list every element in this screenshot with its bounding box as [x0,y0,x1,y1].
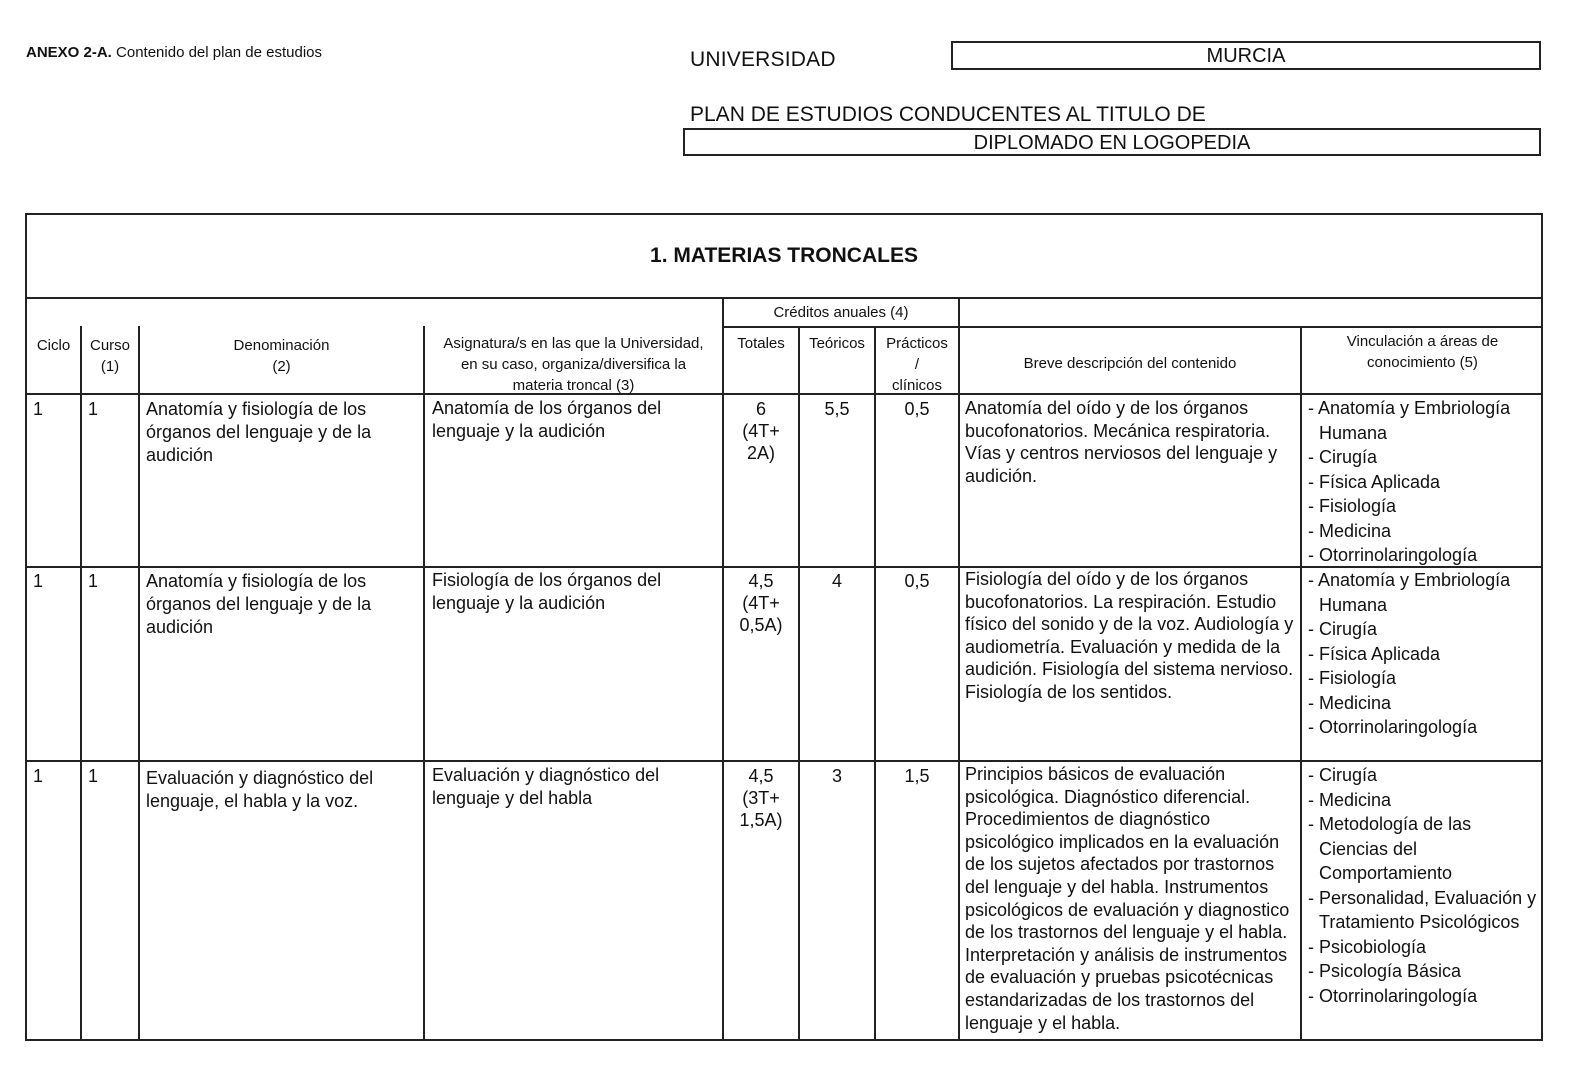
area-item: - Otorrinolaringología [1308,545,1478,565]
area-item: - Personalidad, Evaluación y Tratamiento Psicológicos [1308,887,1537,932]
area-item: - Medicina [1308,692,1392,713]
header-creditos-group: Créditos anuales (4) [773,304,909,321]
area-item: - Medicina [1308,520,1392,541]
row-2-asignatura: Fisiología de los órganos del lenguaje y la audición [432,570,662,613]
row-1-totales: 6 (4T+ 2A) [742,399,780,463]
row-1-teoricos: 5,5 [824,399,850,419]
area-item: - Fisiología [1308,496,1397,516]
row-2-teoricos: 4 [831,571,842,591]
row-2-practicos: 0,5 [904,571,930,591]
row-2-curso: 1 [88,571,99,591]
row-3-areas-list [1308,763,1542,1008]
area-item: - Fisiología [1308,668,1397,688]
row-3-descripcion: Principios básicos de evaluación psicológica. Diagnóstico diferencial. Procedimientos de diagnóstico psicológico implicados en la evaluación de los sujetos afectados por trastornos del lenguaje y del habla. Instrumentos psicológicos de evaluación y diagnostico de los trastornos del lenguaje y el habla. Interpretación y análisis de instrumentos de evaluación y pruebas psicotécnicas estandarizadas de los trastornos del lenguaje y el habla. [965,764,1290,1033]
col-divider-teoricos [874,326,876,1041]
row-1-descripcion: Anatomía del oído y de los órganos bucofonatorios. Mecánica respiratoria. Vías y centros nerviosos del lenguaje y audición. [965,398,1278,486]
header-descripcion: Breve descripción del contenido [1023,355,1237,372]
area-item: - Cirugía [1308,447,1378,467]
rule-row-2-bottom [25,760,1543,762]
university-value-box: MURCIA [951,41,1541,70]
row-3-teoricos: 3 [831,766,842,786]
row-1-ciclo: 1 [33,399,44,419]
rule-under-title [25,297,1543,299]
row-1-areas-list [1308,396,1540,568]
row-3-ciclo: 1 [33,766,44,786]
area-item: - Anatomía y Embriología Humana [1308,570,1511,615]
rule-under-credits-group [722,326,1543,328]
area-item: - Cirugía [1308,765,1378,785]
col-divider-totales [798,326,800,1041]
col-divider-practicos [958,297,960,1041]
plan-label: PLAN DE ESTUDIOS CONDUCENTES AL TITULO DE [690,103,1206,126]
rule-header-bottom [25,393,1543,395]
header-curso: Curso (1) [89,337,130,375]
annex-description: Contenido del plan de estudios [116,44,323,61]
header-vinculacion: Vinculación a áreas de conocimiento (5) [1346,333,1499,371]
header-denominacion: Denominación (2) [233,337,330,375]
area-item: - Psicobiología [1308,936,1427,957]
degree-title-box: DIPLOMADO EN LOGOPEDIA [683,128,1541,156]
annex-code: ANEXO 2-A. [26,44,112,61]
section-title: 1. MATERIAS TRONCALES [650,244,918,267]
row-2-totales: 4,5 (4T+ 0,5A) [739,571,783,635]
row-3-practicos: 1,5 [904,766,930,786]
area-item: - Física Aplicada [1308,643,1441,664]
header-teoricos: Teóricos [809,335,865,352]
row-1-denominacion: Anatomía y fisiología de los órganos del lenguaje y de la audición [146,399,372,465]
col-divider-denominacion [423,326,425,1041]
area-item: - Metodología de las Ciencias del Comportamiento [1308,814,1472,883]
row-3-asignatura: Evaluación y diagnóstico del lenguaje y del habla [432,765,660,808]
row-3-totales: 4,5 (3T+ 1,5A) [739,766,783,830]
annex-heading [26,44,322,61]
col-divider-descripcion [1300,326,1302,1041]
row-2-denominacion: Anatomía y fisiología de los órganos del lenguaje y de la audición [146,571,372,637]
header-practicos: Prácticos / clínicos [886,335,948,394]
area-item: - Medicina [1308,789,1392,810]
area-item: - Psicología Básica [1308,961,1462,981]
col-divider-curso [138,326,140,1041]
area-item: - Otorrinolaringología [1308,717,1478,737]
area-item: - Anatomía y Embriología Humana [1308,398,1511,443]
row-2-descripcion: Fisiología del oído y de los órganos bucofonatorios. La respiración. Estudio físico del sonido y de la voz. Audiología y audiometría. Evaluación y medida de la audición. Fisiología del sistema nervioso. Fisiología de los sentidos. [965,569,1294,702]
row-2-ciclo: 1 [33,571,44,591]
area-item: - Otorrinolaringología [1308,985,1478,1006]
header-ciclo: Ciclo [36,337,71,354]
header-asignatura: Asignatura/s en las que la Universidad, en su caso, organiza/diversifica la materia troncal (3) [443,335,704,394]
row-1-asignatura: Anatomía de los órganos del lenguaje y la audición [432,398,662,441]
col-divider-ciclo [80,326,82,1041]
area-item: - Física Aplicada [1308,471,1441,492]
header-totales: Totales [737,335,785,352]
row-1-curso: 1 [88,399,99,419]
university-label: UNIVERSIDAD [690,48,836,71]
row-3-curso: 1 [88,766,99,786]
area-item: - Cirugía [1308,619,1378,639]
row-2-areas-list [1308,568,1540,740]
row-1-practicos: 0,5 [904,399,930,419]
row-3-denominacion: Evaluación y diagnóstico del lenguaje, el habla y la voz. [146,768,374,811]
